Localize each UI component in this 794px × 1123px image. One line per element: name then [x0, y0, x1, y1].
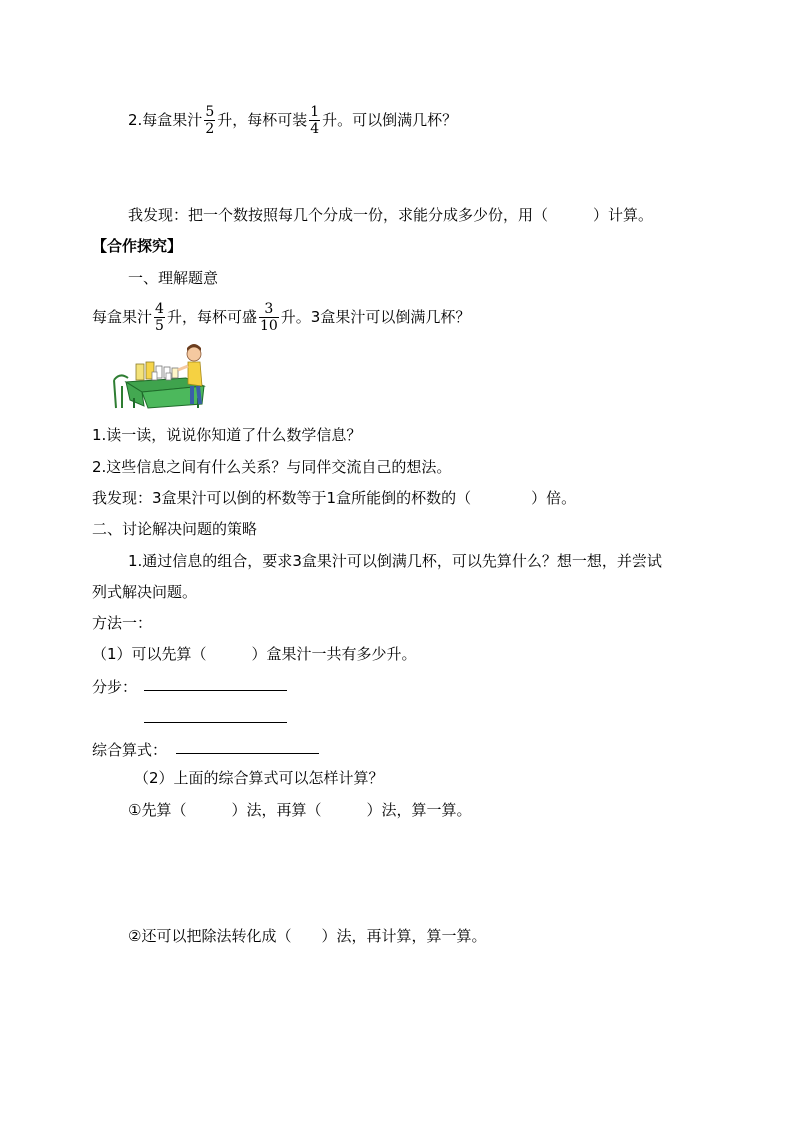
steps-answer-line-1[interactable]	[144, 690, 287, 691]
part-2-title: 二、讨论解决问题的策略	[92, 520, 258, 538]
question-2	[128, 104, 457, 137]
discovery-multiple: 我发现：3盒果汁可以倒的杯数等于1盒所能倒的杯数的（ ）倍。	[92, 489, 577, 507]
q2-mid: 升，每杯可装	[217, 111, 308, 129]
fraction-five-halves: $\frac{5}{2}$	[205, 104, 215, 137]
q2-suffix: 升。可以倒满几杯？	[322, 111, 458, 129]
boy-pouring-juice-at-table-illustration	[108, 342, 208, 410]
strategy-line-1: 1.通过信息的组合，要求3盒果汁可以倒满几杯，可以先算什么？想一想，并尝试	[128, 552, 662, 570]
step-2-option-a: ①先算（ ）法，再算（ ）法，算一算。	[128, 801, 472, 819]
step-2-question: （2）上面的综合算式可以怎样计算？	[134, 769, 384, 787]
strategy-line-2: 列式解决问题。	[92, 583, 198, 601]
question-relation: 2.这些信息之间有什么关系？与同伴交流自己的想法。	[92, 458, 452, 476]
combined-expression-answer-line[interactable]	[176, 753, 319, 754]
combined-expression-label: 综合算式：	[92, 741, 168, 759]
step-2-option-b: ②还可以把除法转化成（ ）法，再计算，算一算。	[128, 927, 487, 945]
fraction-three-tenths: $\frac{3}{10}$	[259, 301, 278, 334]
discovery-division-rule: 我发现：把一个数按照每几个分成一份，求能分成多少份，用（ ）计算。	[128, 206, 654, 224]
problem-suffix: 升。3盒果汁可以倒满几杯？	[280, 308, 471, 326]
steps-label: 分步：	[92, 678, 138, 696]
q2-prefix: 2.每盒果汁	[128, 111, 203, 129]
part-1-title: 一、理解题意	[128, 269, 219, 287]
problem-mid: 升，每杯可盛	[166, 308, 257, 326]
problem-statement	[92, 301, 470, 334]
method-one-label: 方法一：	[92, 614, 153, 632]
section-title-cooperative-inquiry: 【合作探究】	[92, 237, 183, 255]
problem-prefix: 每盒果汁	[92, 308, 153, 326]
fraction-four-fifths: $\frac{4}{5}$	[155, 301, 164, 334]
steps-answer-line-2[interactable]	[144, 722, 287, 723]
step-1-question: （1）可以先算（ ）盒果汁一共有多少升。	[92, 645, 417, 663]
fraction-one-quarter: $\frac{1}{4}$	[310, 104, 320, 137]
question-read: 1.读一读，说说你知道了什么数学信息？	[92, 426, 362, 444]
